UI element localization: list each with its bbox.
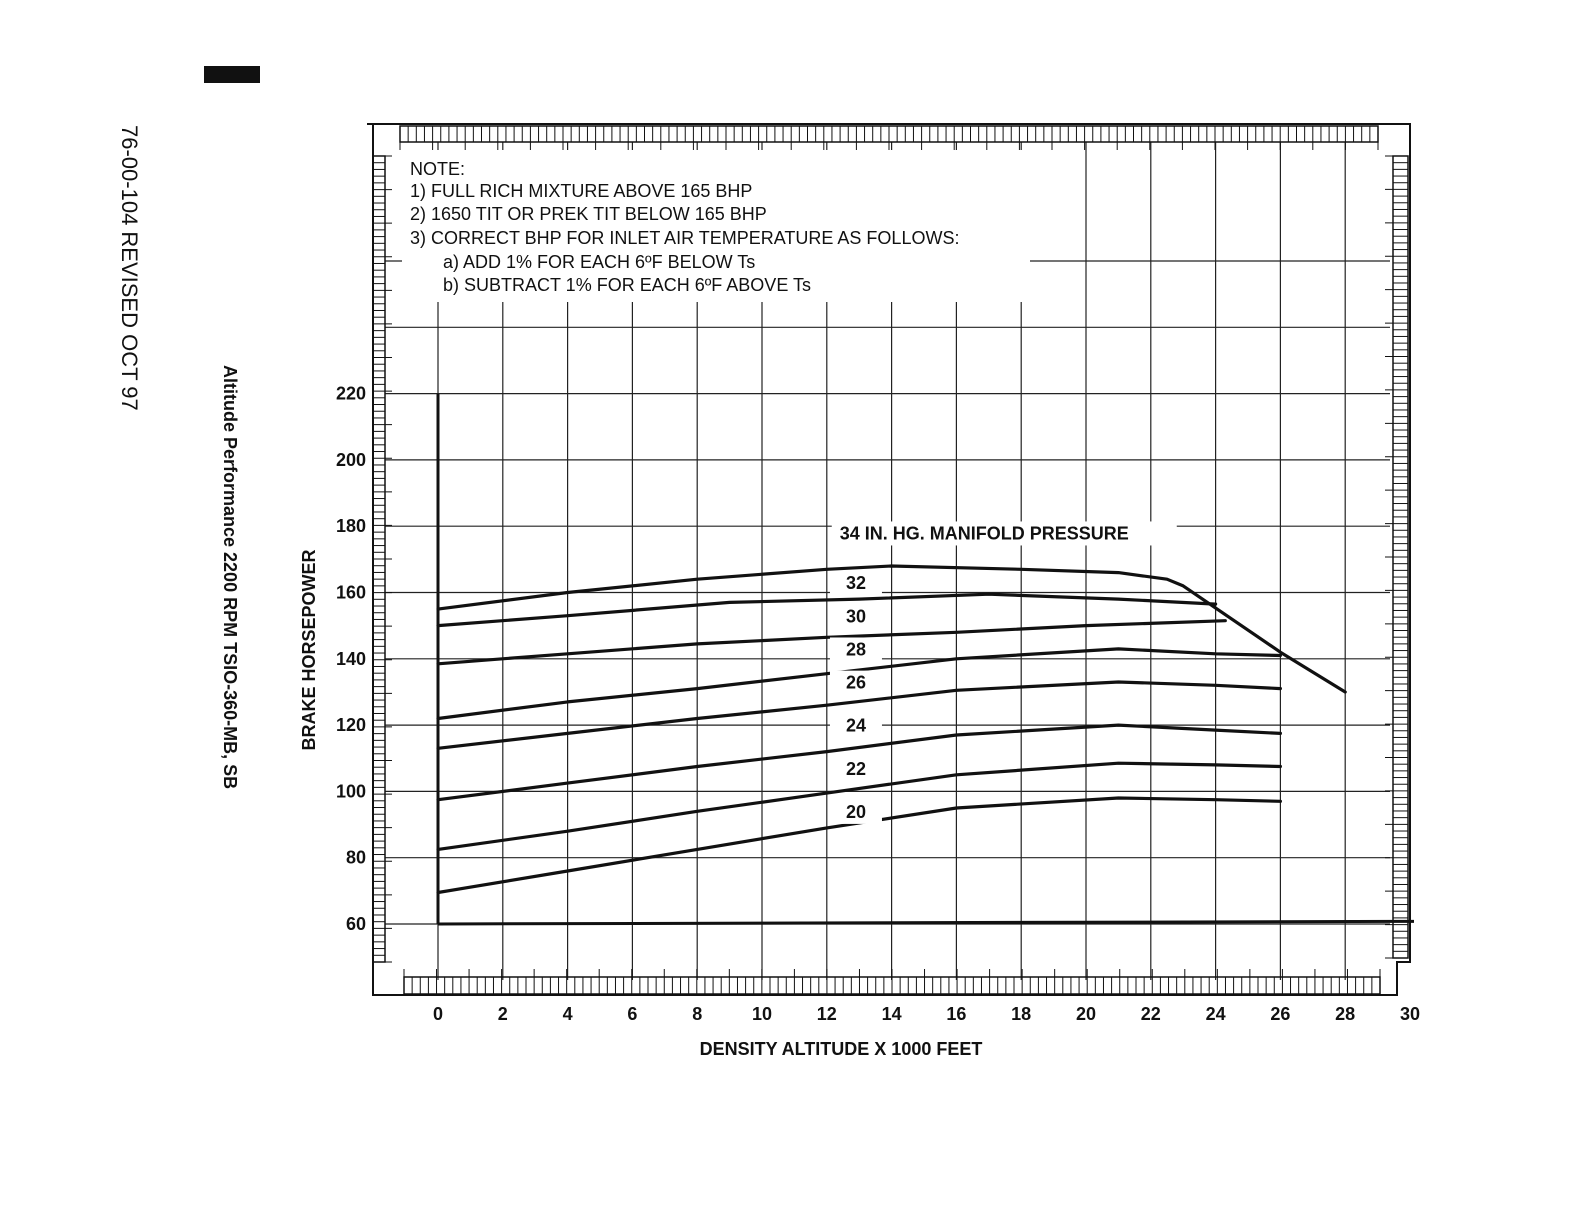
y-tick-label: 120	[335, 715, 366, 736]
note-line-3: 3) CORRECT BHP FOR INLET AIR TEMPERATURE AS FOLLOWS:	[410, 228, 960, 248]
x-tick-labels	[433, 1004, 1420, 1024]
y-axis-label: BRAKE HORSEPOWER	[299, 549, 319, 751]
x-tick-label: 30	[1399, 1004, 1421, 1024]
y-tick-label: 80	[345, 847, 366, 868]
x-tick-label: 14	[881, 1004, 902, 1024]
x-tick-label: 22	[1140, 1004, 1161, 1024]
x-tick-label: 8	[692, 1004, 703, 1024]
section-tab-marker	[204, 66, 260, 83]
x-tick-label: 2	[497, 1004, 508, 1024]
note-line-3b: b) SUBTRACT 1% FOR EACH 6ºF ABOVE Ts	[443, 275, 811, 295]
series-label-24: 24	[845, 715, 866, 736]
y-tick-label: 180	[335, 516, 366, 537]
series-label-32: 32	[845, 573, 866, 594]
y-tick-label: 60	[345, 914, 366, 934]
x-tick-label: 0	[432, 1004, 444, 1024]
y-tick-label: 160	[335, 582, 366, 603]
document-id: 76-00-104 REVISED OCT 97	[117, 125, 142, 411]
y-tick-label: 140	[335, 648, 366, 669]
series-label-34: 34 IN. HG. MANIFOLD PRESSURE	[839, 523, 1129, 544]
series-label-26: 26	[845, 672, 866, 693]
series-label-30: 30	[845, 606, 866, 627]
y-tick-label: 220	[335, 383, 366, 404]
x-axis-label: DENSITY ALTITUDE X 1000 FEET	[699, 1039, 983, 1059]
series-label-28: 28	[845, 639, 866, 660]
note-line-1: 1) FULL RICH MIXTURE ABOVE 165 BHP	[410, 181, 753, 201]
x-tick-label: 4	[562, 1004, 573, 1024]
x-tick-label: 6	[627, 1004, 638, 1024]
y-tick-label: 200	[335, 449, 366, 470]
x-tick-label: 12	[816, 1004, 837, 1024]
y-tick-labels	[336, 384, 366, 934]
series-label-22: 22	[845, 758, 866, 779]
note-line-2: 2) 1650 TIT OR PREK TIT BELOW 165 BHP	[410, 204, 767, 224]
chart-side-title: Altitude Performance 2200 RPM TSIO-360-MB, SB	[220, 365, 240, 790]
x-tick-label: 28	[1335, 1004, 1356, 1024]
notes-box	[402, 150, 1030, 302]
notes-header: NOTE:	[410, 159, 466, 179]
series-label-20: 20	[845, 801, 866, 822]
x-tick-label: 18	[1011, 1004, 1032, 1024]
x-tick-label: 26	[1270, 1004, 1291, 1024]
x-tick-label: 10	[751, 1004, 773, 1024]
y-tick-label: 100	[335, 781, 366, 802]
x-tick-label: 16	[946, 1004, 967, 1024]
x-tick-label: 20	[1075, 1004, 1097, 1024]
note-line-3a: a) ADD 1% FOR EACH 6ºF BELOW Ts	[443, 252, 756, 272]
x-tick-label: 24	[1205, 1004, 1226, 1024]
